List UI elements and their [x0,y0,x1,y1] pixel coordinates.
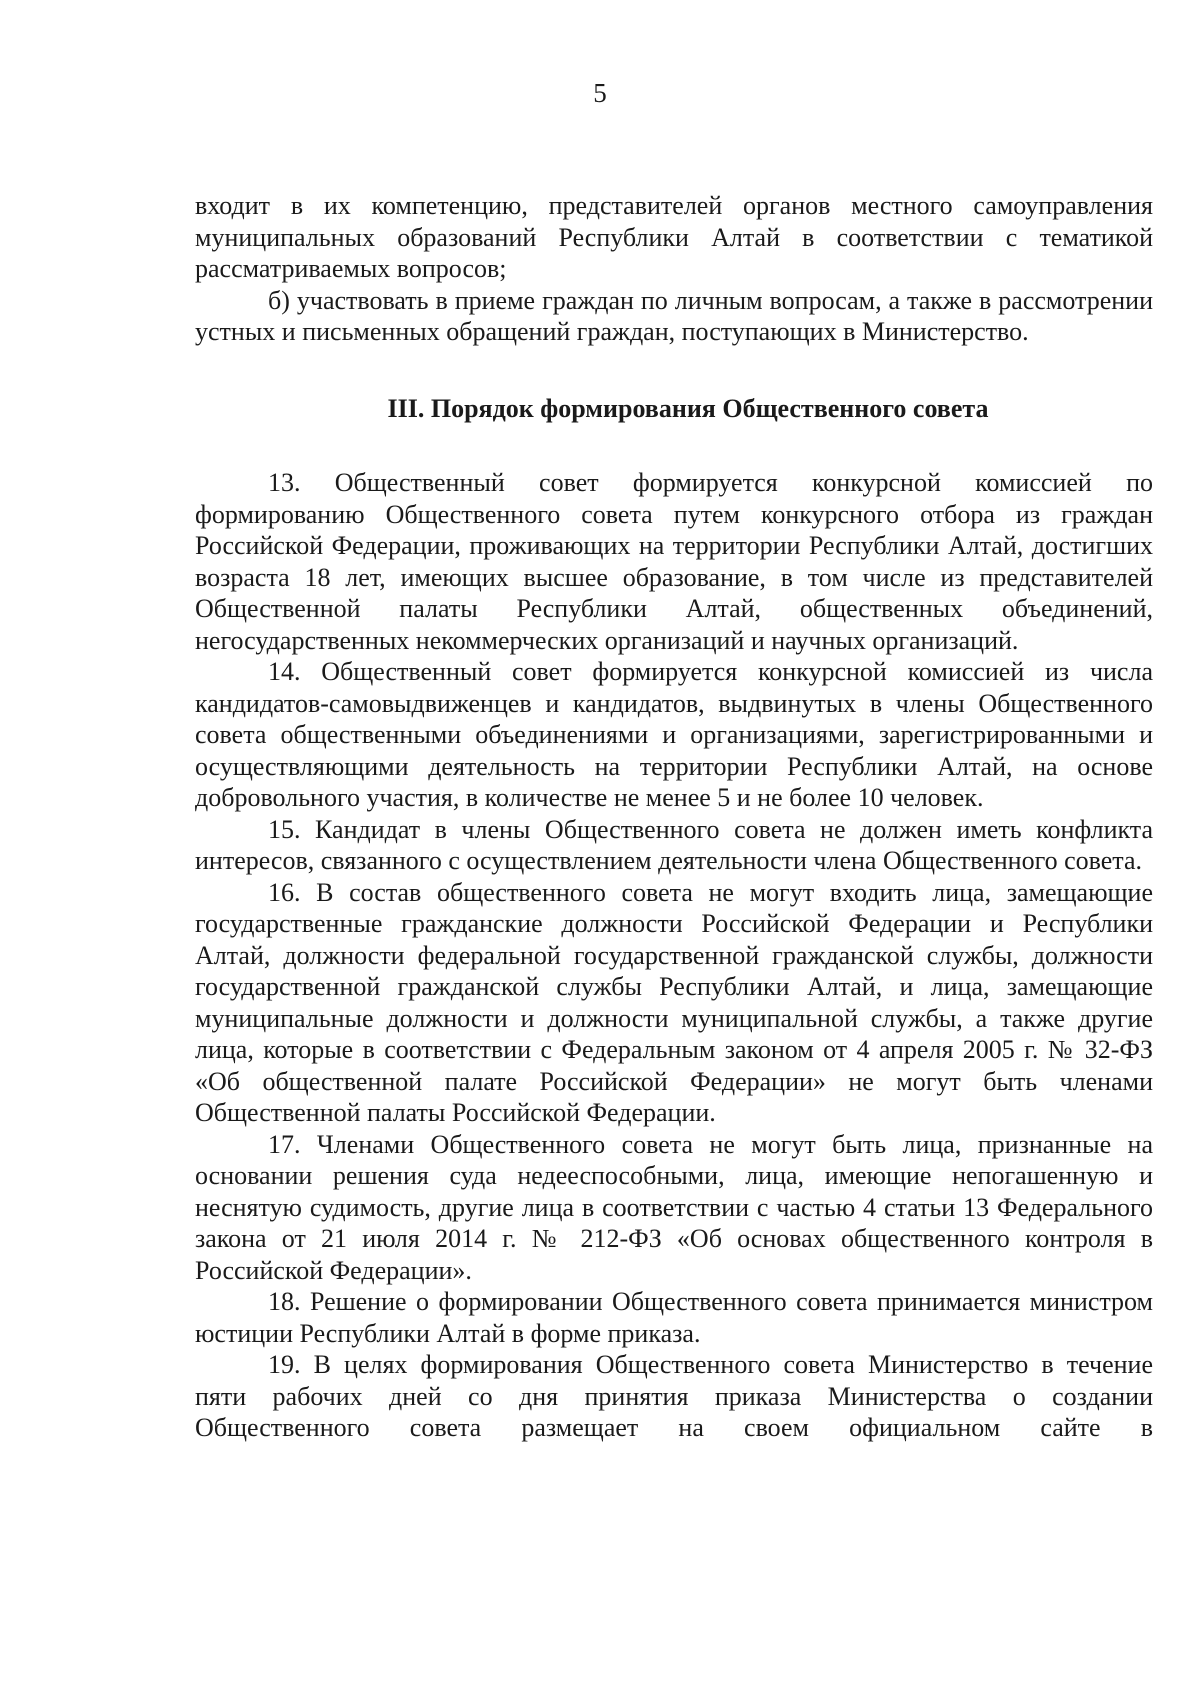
clause-15: 15. Кандидат в члены Общественного совета не должен иметь конфликта интересов, связанного с осуществлением деятельности члена Общественного совета. [195,814,1153,875]
section-heading: III. Порядок формирования Общественного совета [387,393,989,423]
clause-19: 19. В целях формирования Общественного совета Министерство в течение пяти рабочих дней со дня принятия приказа Министерства о создании Общественного совета размещает на своем официальном сайте в [195,1350,1153,1442]
paragraph-continuation: входит в их компетенцию, представителей органов местного самоуправления муниципальных образований Республики Алтай в соответствии с тематикой рассматриваемых вопросов; [195,191,1153,283]
page-number: 5 [593,78,607,108]
clause-18: 18. Решение о формировании Общественного совета принимается министром юстиции Республики Алтай в форме приказа. [195,1287,1153,1348]
clause-17: 17. Членами Общественного совета не могут быть лица, признанные на основании решения суда недееспособными, лица, имеющие непогашенную и неснятую судимость, другие лица в соответствии с частью 4 статьи 13 Федерального закона от 21 июля 2014 г. № 212-ФЗ «Об основах общественного контроля в Российской Федерации». [195,1129,1153,1285]
clause-13: 13. Общественный совет формируется конкурсной комиссией по формированию Общественного совета путем конкурсного отбора из граждан Российской Федерации, проживающих на территории Республики Алтай, достигших возраста 18 лет, имеющих высшее образование, в том числе из представителей Общественной палаты Республики Алтай, общественных объединений, негосударственных некоммерческих организаций и научных организаций. [195,468,1153,655]
clause-14: 14. Общественный совет формируется конкурсной комиссией из числа кандидатов-самовыдвиженцев и кандидатов, выдвинутых в члены Общественного совета общественными объединениями и организациями, зарегистрированными и осуществляющими деятельность на территории Республики Алтай, на основе добровольного участия, в количестве не менее 5 и не более 10 человек. [195,657,1153,812]
clause-16: 16. В состав общественного совета не могут входить лица, замещающие государственные гражданские должности Российской Федерации и Республики Алтай, должности федеральной государственной гражданской службы, должности государственной гражданской службы Республики Алтай, и лица, замещающие муниципальные должности и должности муниципальной службы, а также другие лица, которые в соответствии с Федеральным законом от 4 апреля 2005 г. № 32-ФЗ «Об общественной палате Российской Федерации» не могут быть членами Общественной палаты Российской Федерации. [195,877,1153,1127]
paragraph-item-b: б) участвовать в приеме граждан по личным вопросам, а также в рассмотрении устных и письменных обращений граждан, поступающих в Министерство. [195,285,1153,346]
document-body [195,190,1153,1444]
